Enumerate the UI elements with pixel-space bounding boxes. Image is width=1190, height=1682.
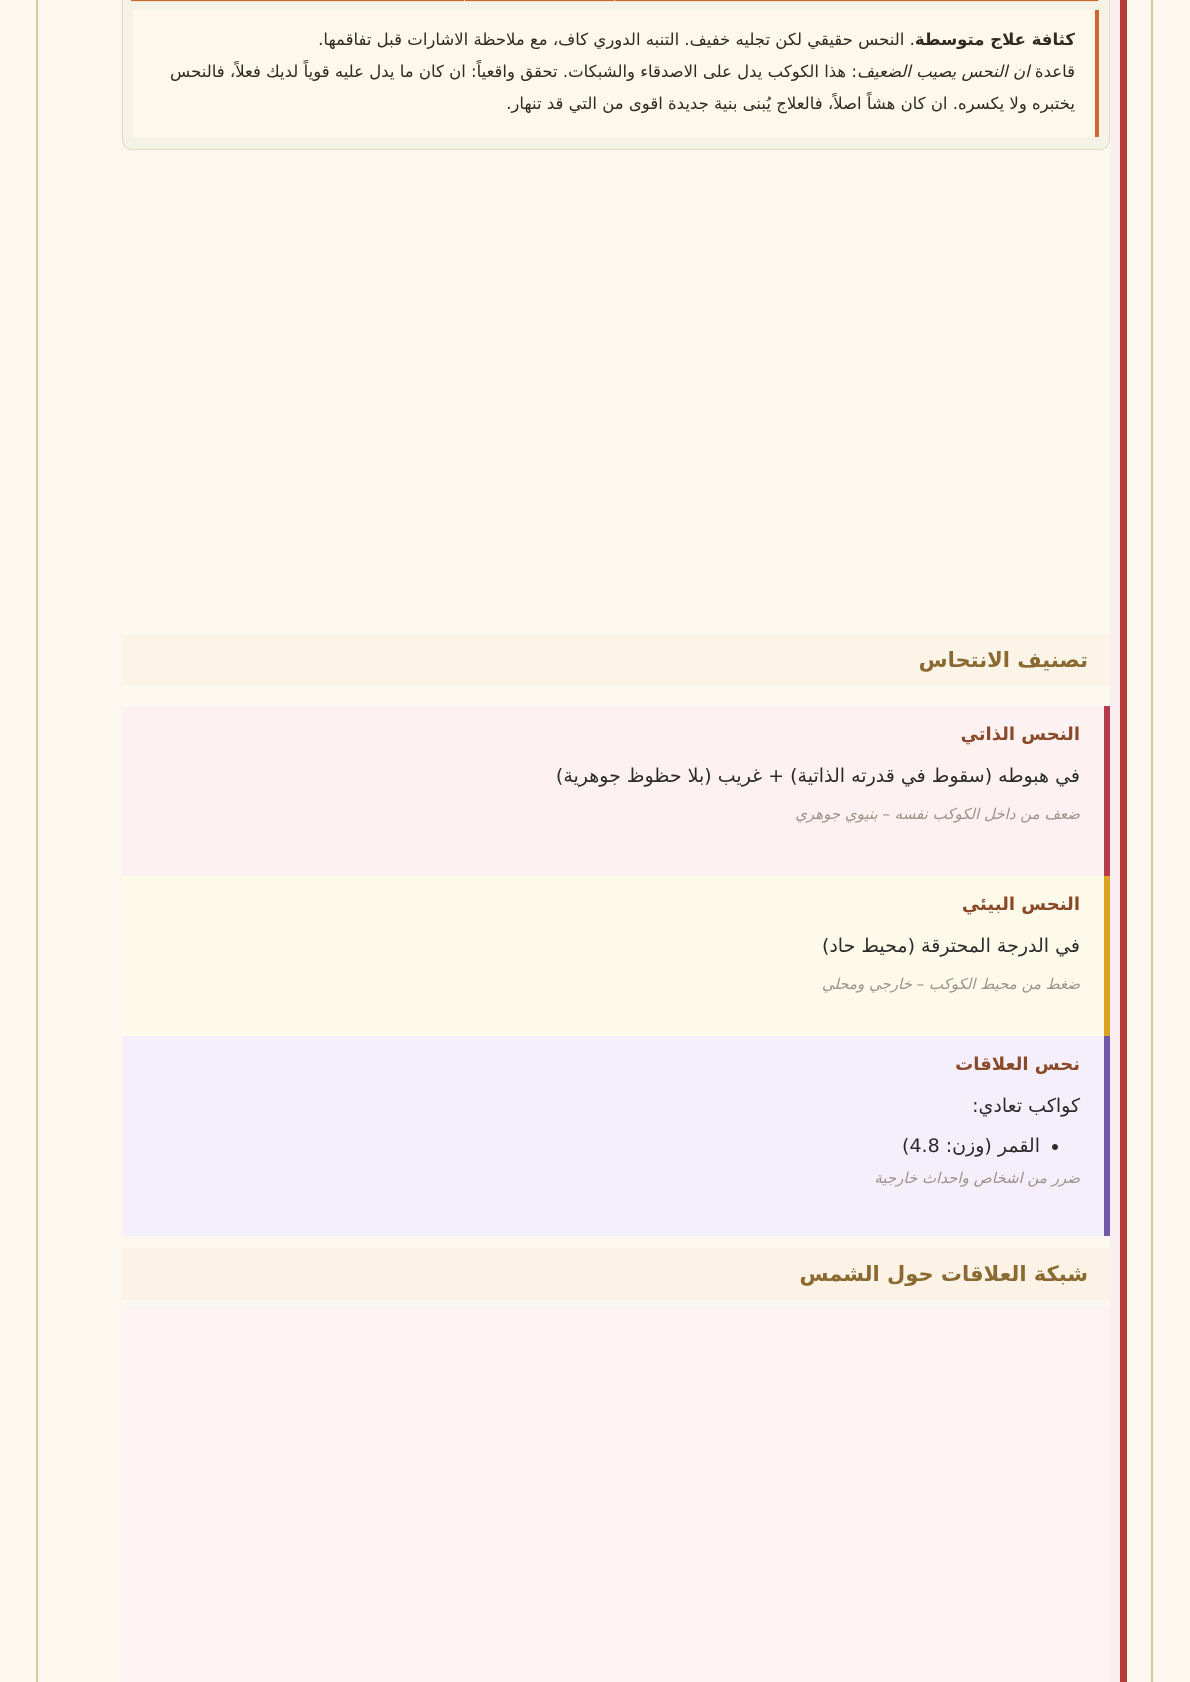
rule-note-line-1-text: . النحس حقيقي لكن تجليه خفيف. التنبه الدوري كاف، مع ملاحظة الاشارات قبل تفاقمها. — [318, 30, 915, 49]
list-item: • القمر (وزن: 4.8) — [146, 1135, 1040, 1157]
classification-card-relations — [122, 1036, 1110, 1236]
score-table — [130, 0, 1099, 2]
card-bullet-list-relations — [146, 1135, 1058, 1157]
rule-note-callout — [133, 10, 1099, 137]
card-title-relations: نحس العلاقات — [955, 1054, 1080, 1075]
card-body-relations: كواكب تعادي: — [972, 1095, 1080, 1117]
card-hint-environment: ضغط من محيط الكوكب – خارجي ومحلي — [821, 975, 1080, 994]
score-table-body — [131, 0, 1099, 2]
frame-accent-line-tan — [1151, 0, 1153, 1682]
content-column — [62, 0, 1110, 1682]
card-title-environment: النحس البيئي — [961, 894, 1080, 915]
rule-note-line-2-text: : هذا الكوكب يدل على الاصدقاء والشبكات. تحقق واقعياً: ان كان ما يدل عليه قوياً لديك فعلاً، فالنحس يختبره ولا يكسره. ان كان هشاً اصلاً، فالعلاج يُبنى بنية جديدة اقوى من التي قد تنهار. — [170, 62, 1075, 114]
rule-note-prefix: قاعدة — [1029, 62, 1075, 82]
section-heading-classification: تصنيف الانتحاس — [122, 634, 1110, 686]
card-hint-self: ضعف من داخل الكوكب نفسه – بنيوي جوهري — [795, 805, 1080, 824]
card-title-self: النحس الذاتي — [960, 724, 1080, 745]
network-diagram-panel — [122, 1306, 1110, 1682]
classification-card-self — [122, 706, 1110, 876]
scoreboard-card — [122, 0, 1110, 150]
score-row-kind — [131, 0, 465, 2]
frame-accent-bar-crimson — [1120, 0, 1127, 1682]
card-body-environment: في الدرجة المحترقة (محيط حاد) — [821, 935, 1080, 957]
rule-note-emphasis: كثافة علاج متوسطة — [914, 30, 1075, 49]
frame-pale-strip — [1110, 0, 1120, 1682]
score-row — [131, 0, 1099, 2]
classification-card-environment — [122, 876, 1110, 1036]
frame-accent-line-outer — [36, 0, 38, 1682]
score-row-label — [615, 0, 1099, 2]
rule-note-rule-name: ان النحس يصيب الضعيف — [856, 62, 1030, 82]
section-heading-network: شبكة العلاقات حول الشمس — [122, 1248, 1110, 1300]
rule-note-line-1 — [153, 24, 1075, 56]
score-row-value — [465, 0, 615, 2]
card-body-self: في هبوطه (سقوط في قدرته الذاتية) + غريب (بلا حظوظ جوهرية) — [555, 765, 1080, 787]
rule-note-line-2 — [153, 56, 1075, 120]
card-hint-relations: ضرر من اشخاص واحداث خارجية — [874, 1169, 1080, 1188]
